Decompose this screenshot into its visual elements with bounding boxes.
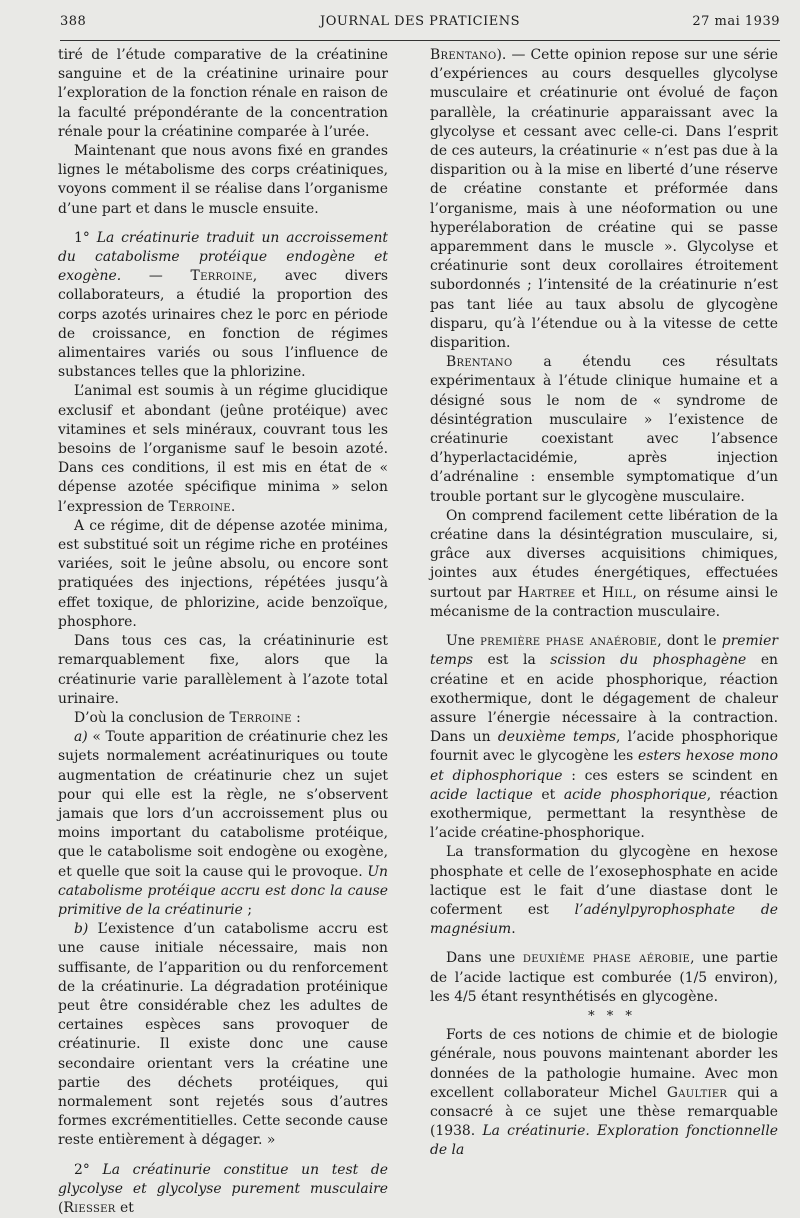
- paragraph: b) L’existence d’un catabolisme accru est une cause initiale nécessaire, mais non suffisante, de l’apparition ou du renforcement de la créatinurie. La dégradation protéinique peut être considérable chez les adultes de certaines espèces sans provoquer de créatinurie. Il existe donc une cause secondaire orientant vers la créatine une partie des déchets protéiques, qui normalement sont rejetés sous d’autres formes excrémentitielles. Cette seconde cause reste entièrement à dégager. »: [58, 921, 388, 1149]
- page-number: 388: [60, 14, 87, 29]
- right-column: [430, 46, 778, 1161]
- author-name: Hill: [601, 584, 633, 601]
- paragraph: Une première phase anaérobie, dont le premier temps est la scission du phosphagène en créatine et en acide phosphorique, réaction exothermique, dont le dégagement de chaleur assure l’énergie nécessaire à la contraction. Dans un deuxième temps, l’acide phosphorique fournit avec le glycogène les esters hexose mono et diphosphorique : ces esters se scindent en acide lactique et acide phosphorique, réaction exothermique, permettant la resynthèse de l’acide créatine-phosphorique.: [430, 633, 779, 842]
- paragraph: Dans tous ces cas, la créatininurie est remarquablement fixe, alors que la créatinurie varie parallèlement à l’azote total urinaire.: [58, 633, 388, 707]
- paragraph: Dans une deuxième phase aérobie, une partie de l’acide lactique est comburée (1/5 environ), les 4/5 étant resynthétisés en glycogène.: [430, 950, 779, 1005]
- section-2-title: La créatinurie constitue un test de glycolyse et glycolyse purement musculaire: [58, 1161, 389, 1197]
- paragraph: L’animal est soumis à un régime glucidique exclusif et abondant (jeûne protéique) avec vitamines et sels minéraux, couvrant tous les besoins de l’organisme sauf le besoin azoté. Dans ces conditions, il est mis en état de « dépense azotée spécifique minima » selon l’expression de Terroine.: [58, 383, 388, 515]
- journal-title: JOURNAL DES PRATICIENS: [320, 14, 520, 29]
- author-name: Brentano: [430, 47, 497, 63]
- paragraph: Brentano). — Cette opinion repose sur une série d’expériences au cours desquelles glycolyse musculaire et créatinurie ont évolué de façon parallèle, la créatinurie apparaissant avec la glycolyse et cessant avec celle-ci. Dans l’esprit de ces auteurs, la créatinurie « n’est pas due à la disparition ou à la mise en liberté d’une réserve de créatine constante et préformée dans l’organisme, mais à une néoformation ou une hyperélaboration de créatine qui se passe apparemment dans le muscle ». Glycolyse et créatinurie sont deux corollaires étroitement subordonnés ; l’intensité de la créatinurie n’est pas tant liée au taux absolu de glycogène disparu, qu’à l’étendue ou à la vitesse de cette disparition.: [430, 47, 778, 352]
- section-1-paragraph: 1° La créatinurie traduit un accroissement du catabolisme protéique endogène et exogène. — Terroine, avec divers collaborateurs, a étudié la proportion des corps azotés urinaires chez le porc en période de croissance, en fonction de régimes alimentaires variés ou sous l’influence de substances telles que la phlorizine.: [58, 229, 388, 381]
- header-rule: [60, 40, 780, 41]
- section-2-paragraph: 2° La créatinurie constitue un test de glycolyse et glycolyse purement musculaire (Riesser et: [58, 1161, 389, 1216]
- paragraph: A ce régime, dit de dépense azotée minima, est substitué soit un régime riche en protéines variées, soit le jeûne absolu, ou encore sont pratiquées des injections, répétées jusqu’à effet toxique, de phlorizine, acide benzoïque, phosphore.: [58, 517, 388, 630]
- left-column: [58, 46, 388, 1218]
- author-name: Terroine: [229, 709, 292, 726]
- author-name: Terroine: [168, 498, 231, 515]
- author-name: Terroine: [190, 268, 253, 285]
- paragraph: Maintenant que nous avons fixé en grandes lignes le métabolisme des corps créatiniques, voyons comment il se réalise dans l’organisme d’une part et dans le muscle ensuite.: [58, 143, 388, 217]
- paragraph: a) « Toute apparition de créatinurie chez les sujets normalement acréatinuriques ou toute augmentation de créatinurie chez un sujet pour qui elle est la règle, ne s’observent jamais que lors d’un accroissement plus ou moins important du catabolisme protéique, que le catabolisme soit endogène ou exogène, et quelle que soit la cause qui le provoque. Un catabolisme protéique accru est donc la cause primitive de la créatinurie ;: [58, 729, 388, 918]
- section-separator: * * *: [588, 1008, 636, 1024]
- page-header: [60, 14, 780, 36]
- paragraph: tiré de l’étude comparative de la créatinine sanguine et de la créatinine urinaire pour l’exploration de la fonction rénale en raison de la faculté prépondérante de la concentration rénale pour la créatinine comparée à l’urée.: [58, 47, 389, 140]
- author-name: Hartree: [517, 584, 576, 601]
- author-name: Gaultier: [666, 1084, 728, 1101]
- paragraph: D’où la conclusion de Terroine :: [74, 709, 301, 726]
- paragraph: Forts de ces notions de chimie et de biologie générale, nous pouvons maintenant aborder les données de la pathologie humaine. Avec mon excellent collaborateur Michel Gaultier qui a consacré à ce sujet une thèse remarquable (1938. La créatinurie. Exploration fonctionnelle de la: [430, 1027, 778, 1159]
- author-name: Brentano: [446, 354, 513, 371]
- issue-date: 27 mai 1939: [692, 14, 780, 29]
- paragraph: La transformation du glycogène en hexose phosphate et celle de l’exosephosphate en acide lactique est le fait d’une diastase dont le coferment est l’adénylpyrophosphate de magnésium.: [430, 844, 779, 938]
- paragraph: Brentano a étendu ces résultats expérimentaux à l’étude clinique humaine et a désigné sous le nom de « syndrome de désintégration musculaire » l’existence de créatinurie coexistant avec l’absence d’hyperlactacidémie, après injection d’adrénaline : ensemble symptomatique d’un trouble portant sur le glycogène musculaire.: [430, 354, 778, 505]
- section-1-title: La créatinurie traduit un accroissement du catabolisme protéique endogène et exogène.: [58, 229, 388, 285]
- author-name: Riesser: [63, 1199, 116, 1216]
- paragraph: On comprend facilement cette libération de la créatine dans la désintégration musculaire, si, grâce aux diverses acquisitions chimiques, jointes aux études énergétiques, effectuées surtout par Hartree et Hill, on résume ainsi le mécanisme de la contraction musculaire.: [430, 507, 778, 620]
